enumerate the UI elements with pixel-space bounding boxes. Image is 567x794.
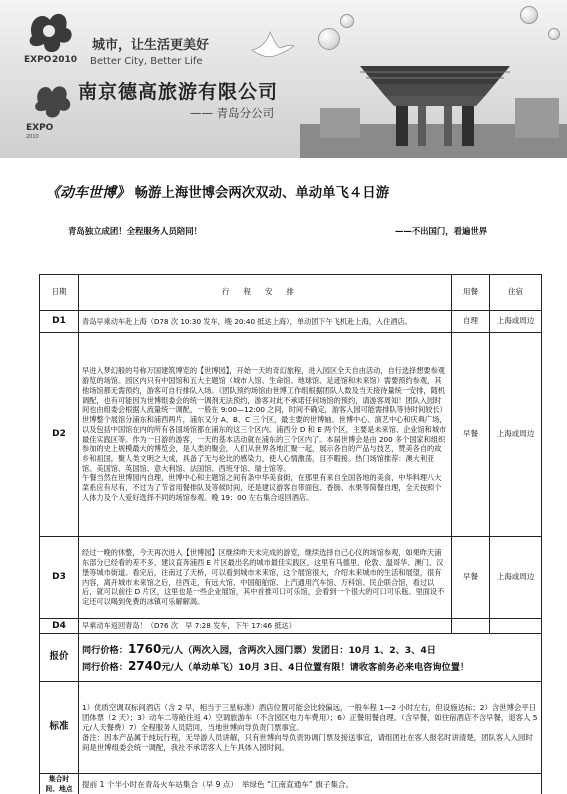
price-line-2	[82, 658, 538, 674]
day-meal: 早餐	[452, 333, 490, 537]
price-description: 元/人（两次入园，含两次入园门票）发团日：10月 1、2、3、4日	[161, 645, 436, 657]
day-stay	[490, 619, 542, 634]
price-amount: 1760	[127, 642, 162, 657]
price-details	[79, 634, 542, 682]
bubble-icon	[340, 14, 354, 28]
header-day: 日期	[40, 275, 79, 311]
standards-items: 1）优质空调双标间酒店（含 2 早，相当于三星标准）酒店位置可能会比较偏远，一般车程 1—2 小时左右，但设施达标；2）含世博会平日团体票（2 天）；3）动车二等舱往返 4）空调旅游车（不含园区电力车费用）；6）正餐用餐自理。（含早餐，如住宿酒店不含早餐，退客人 5 元/人天餐费）7）全程服务人员陪同，当地世博向导负责门票事宜。	[82, 702, 538, 732]
china-pavilion-illustration	[300, 38, 567, 158]
gather-details: 提前 1 个半小时在青岛火车站集合（早 9 点） 举绿色 “江南直通车” 旗子集合。	[79, 774, 542, 794]
price-line-1	[82, 641, 538, 657]
tour-subtitle-left: 青岛独立成团！全程服务人员陪同！	[68, 226, 202, 236]
day-schedule: 青岛早乘动车赴上海（D78 次 10:30 发车，晚 20:40 抵达上海），单动团下午飞机赴上海，入住酒店。	[79, 311, 452, 333]
standards-label: 标准	[40, 682, 79, 774]
price-amount: 2740	[127, 658, 162, 673]
slogan-en: Better City, Better Life	[90, 56, 203, 67]
branch-name: —— 青岛分公司	[190, 106, 275, 120]
tour-name: 《动车世博》	[46, 185, 130, 201]
header-stay: 住宿	[490, 275, 542, 311]
table-row	[40, 311, 542, 333]
svg-text:EXPO: EXPO	[24, 55, 52, 65]
svg-text:EXPO: EXPO	[26, 123, 54, 133]
table-row	[40, 537, 542, 619]
company-name: 南京德高旅游有限公司	[78, 81, 279, 103]
gather-label: 集合时间、地点	[40, 774, 79, 794]
price-row	[40, 634, 542, 682]
expo-logo-top	[22, 6, 82, 68]
price-label: 报价	[40, 634, 79, 682]
standards-details	[79, 682, 542, 774]
day-stay: 上海或周边	[490, 537, 542, 619]
day-meal	[452, 619, 490, 634]
day-schedule: 早进入梦幻般的号称万国建筑博览的【世博园】，开始一天的奇幻旅程，进入园区全天自由活动，自行选择想要参观游览的场馆。园区内只有中国馆和五大主题馆（城市人馆、生命馆、地球馆、足迹馆和未来馆）需要预约参观，其他场馆都无需预约，游客可自行排队入场。（团队预约场馆由世博工作组根据团队人数及当天接待量统一安排，随机调配，也有可能因为世博组委会的统一调剂无法预约，游客对此不承诺任何场馆的预约，请游客周知！团队入园时间也由组委会根据人流量统一调配，一般在 9:00—12:00 之间，时间不确定，游客入园可能需排队等待时间较长）世博整个展馆分浦东和浦西两片，浦东又分 A、B、C 三个区，最主要的世博轴、世博中心、演艺中心和庆典广场，以及包括中国馆在内的所有各国场馆都在浦东的这三个区内。浦西分 D 和 E 两个区，主要是未来馆、企业馆和城市最佳实践区等。作为一日游的游客，一天的基本活动就在浦东的三个区内了。本届世博会是由 200 多个国家和组织参加的史上规模最大的博览会，是人类的聚会，人们从世界各地汇聚一起，展示各自的产品与技艺，赞美各自的故乡和祖国，聚人类文明之大成，具备了无与伦比的感染力，使人心情激荡，目不暇接。热门场馆推荐：澳大利亚馆、美国馆、英国馆、意大利馆、法国馆、西班牙馆、瑞士馆等。 午餐当然在世博园内自理，世博中心和主题馆之间有条中华美食街，在那里有来自全国各地的美食，中华料理八大菜系应有尽有，不过为了节省用餐排队及等候时间，还是建议游客自带面包、香肠、水果等简餐自理，全天按照个人体力及个人爱好选择不同的场馆参观。晚 19：00 左右集合返回酒店。	[79, 333, 452, 537]
day-stay: 上海或周边	[490, 333, 542, 537]
day-label: D3	[40, 537, 79, 619]
day-schedule: 经过一晚的休整，今天再次进入【世博园】区继续昨天未完成的游览，继续选择自己心仪的场馆参观，如果昨天浦东部分已经看的差不多，建议直奔浦西 E 片区最出名的城市最佳实践区，这里有马德里、伦敦、温哥华、澳门、汉堡等城市街道。看完后，往南过了天桥，可以看到城市未来馆，这个展馆很大，介绍未来城市的生活和展望，很有内容，离开城市未来馆之后，往西走，有远大馆、中国船舶馆、上汽通用汽车馆、万科馆、民企联合馆，看过以后，就可以前往 D 片区，这里也是一些企业展馆，其中首推可口可乐馆，会看到一个很大的可口可乐瓶。里面设不定还可以喝到免费的冰镇可乐解解渴。	[79, 537, 452, 619]
itinerary-table	[39, 274, 542, 794]
dove-icon	[250, 30, 296, 62]
standards-row	[40, 682, 542, 774]
expo-logo-bottom	[24, 80, 80, 140]
slogan-cn: 城市，让生活更美好	[92, 38, 210, 53]
day-stay: 上海或周边	[490, 311, 542, 333]
tour-subtitle-right: ——不出国门，看遍世界	[395, 226, 488, 236]
day-label: D1	[40, 311, 79, 333]
svg-text:2010: 2010	[52, 55, 78, 65]
bubble-icon	[520, 6, 538, 24]
day-label: D4	[40, 619, 79, 634]
day-label: D2	[40, 333, 79, 537]
price-description: 元/人（单动单飞）10月 3日、4日位置有限！请收客前务必来电咨询位置！	[161, 661, 470, 673]
day-meal: 自理	[452, 311, 490, 333]
tour-description: 畅游上海世博会两次双动、单动单飞４日游	[134, 186, 390, 201]
table-row	[40, 333, 542, 537]
svg-text:2010: 2010	[26, 134, 39, 140]
standards-note: 备注：因本产品属于纯玩行程，无导游人员讲解，只有世博向导负责协调门票及接送事宜，请组团社在客人报名时讲清楚，团队客人入园时间是世博组委会统一调配，我社不承诺客人上午具体入园时间。	[82, 732, 533, 752]
day-schedule: 早乘动车返回青岛！（D76 次 早 7:28 发车，下午 17:46 抵达）	[79, 619, 452, 634]
price-prefix: 同行价格：	[82, 661, 128, 673]
table-row	[40, 619, 542, 634]
tour-title	[46, 184, 566, 203]
gather-row	[40, 774, 542, 794]
price-prefix: 同行价格：	[82, 645, 128, 657]
header-meal: 用餐	[452, 275, 490, 311]
table-header-row	[40, 275, 542, 311]
day-meal: 早餐	[452, 537, 490, 619]
header-banner	[0, 0, 567, 158]
header-schedule: 行程安排	[79, 275, 452, 311]
